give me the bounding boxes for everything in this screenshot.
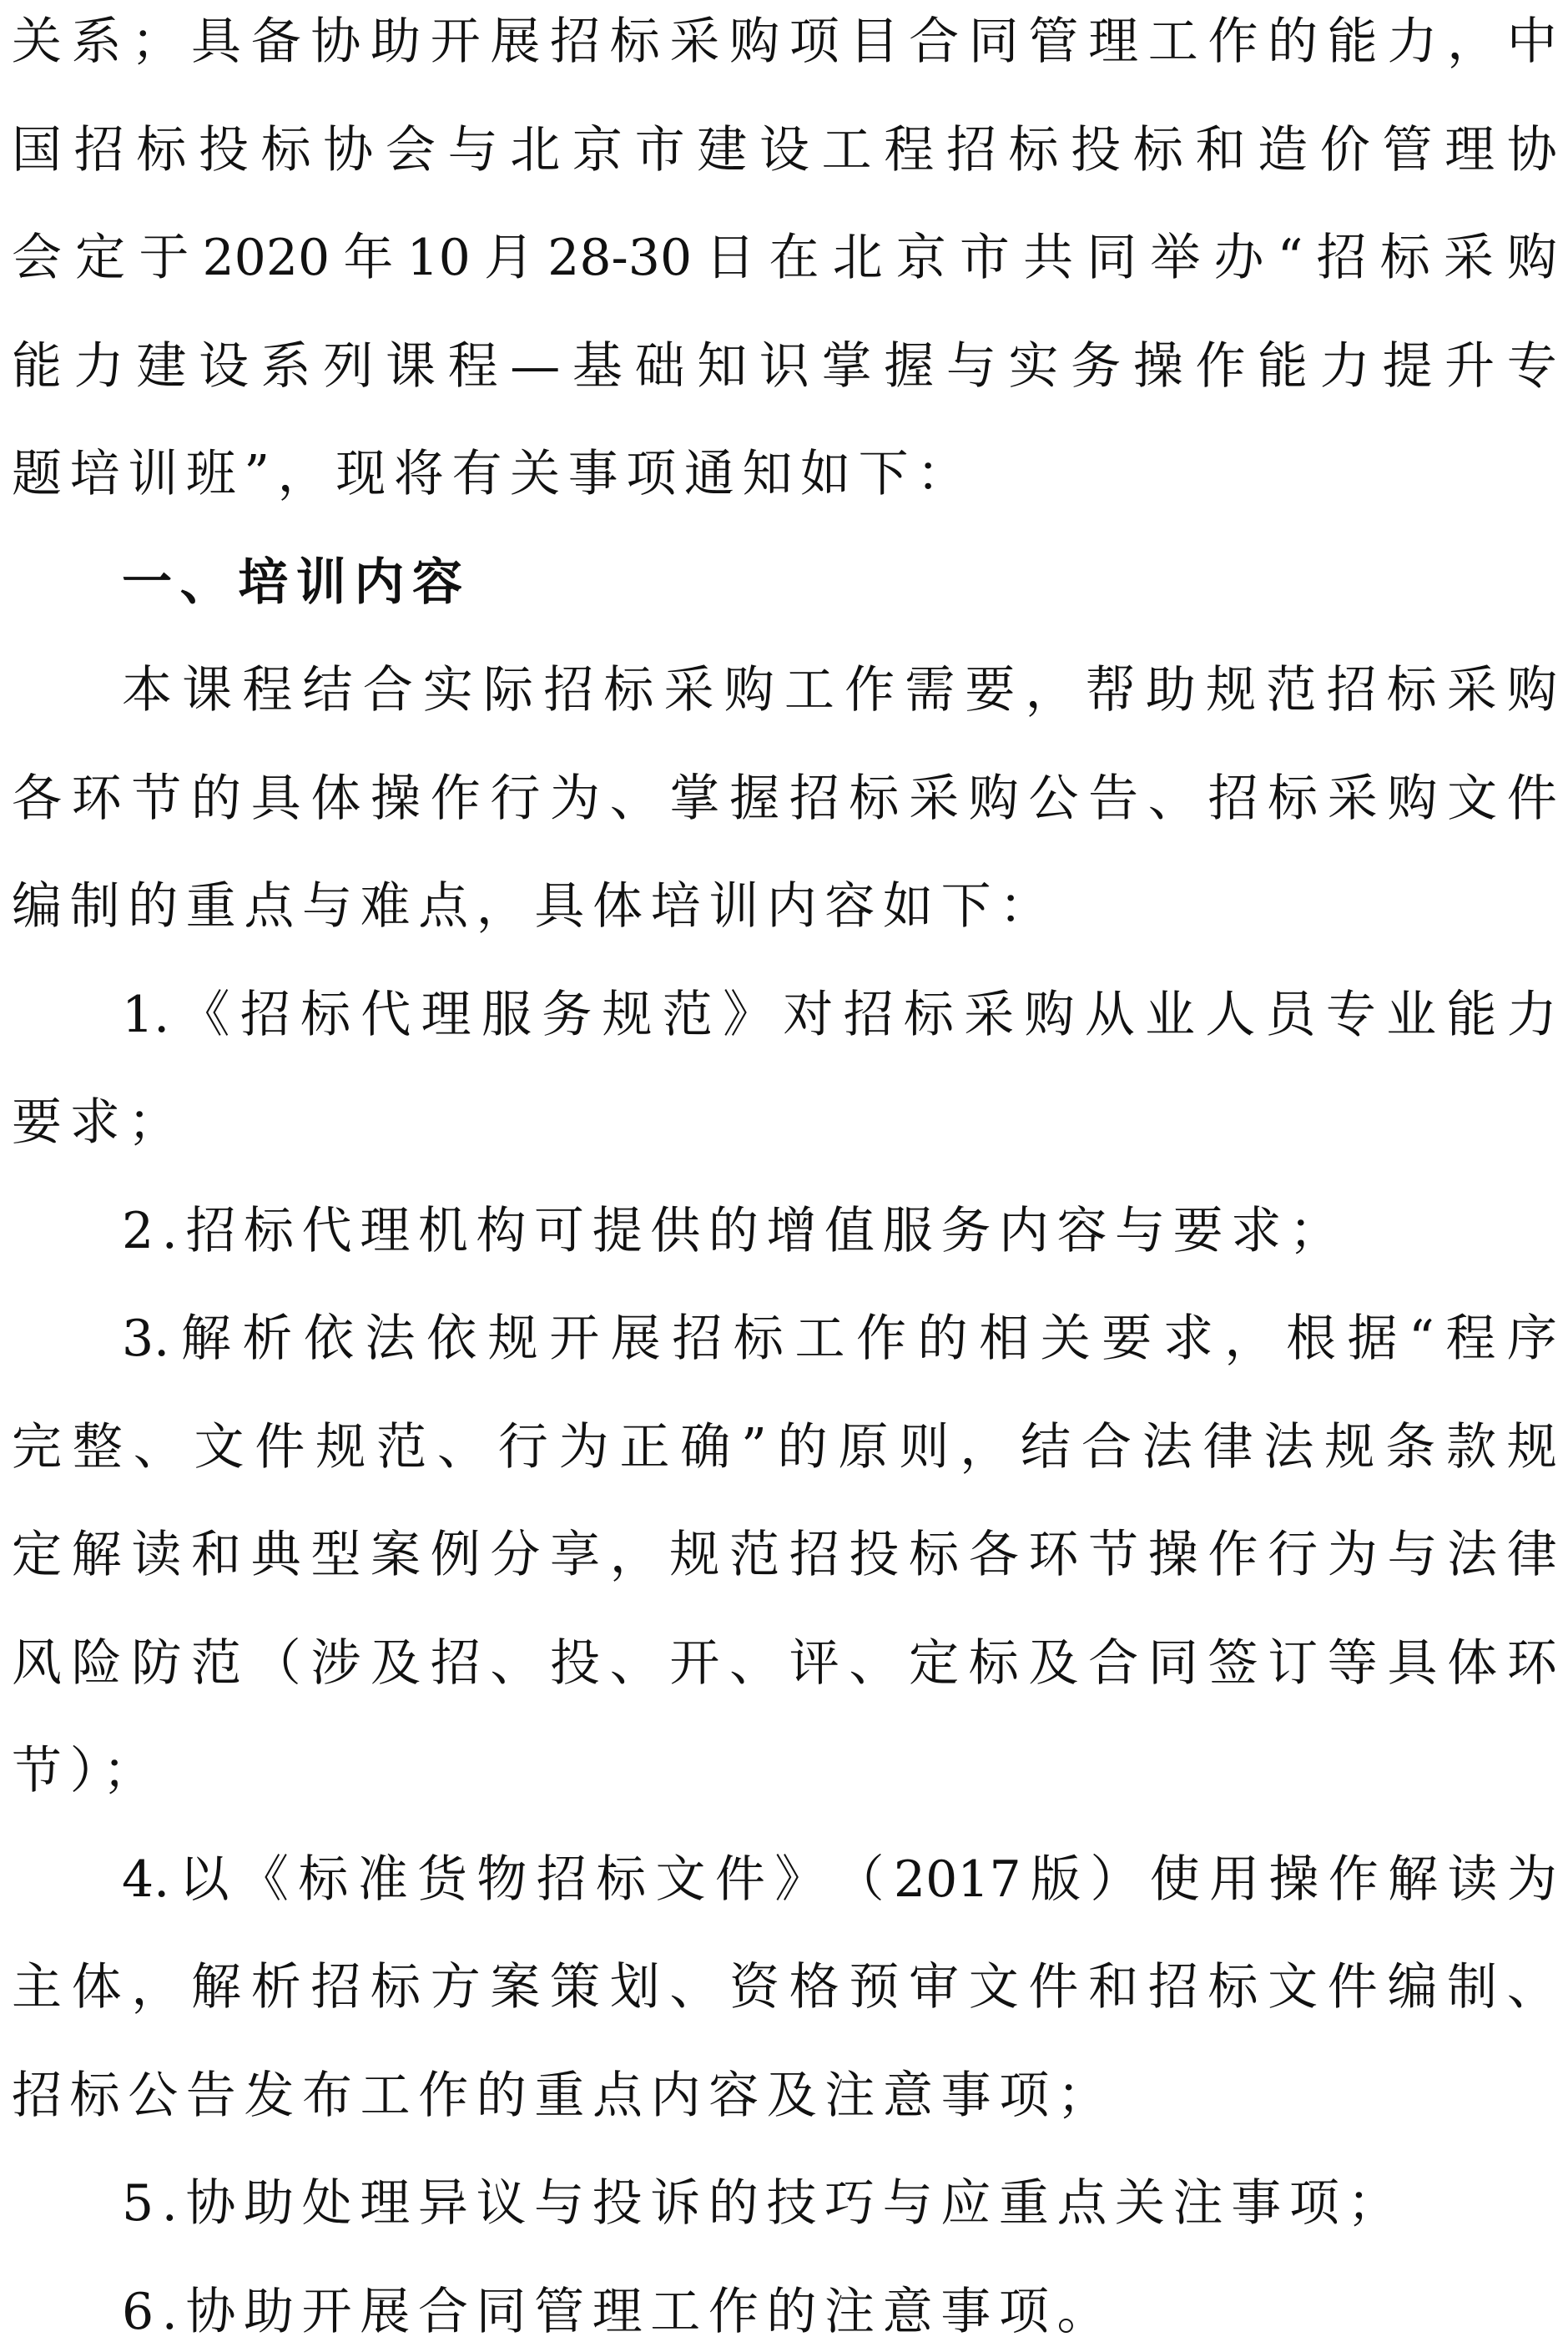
text-line: 3. 解 析 依 法 依 规 开 展 招 标 工 作 的 相 关 要 求 ， 根 据 “ 程 序 bbox=[122, 1310, 1557, 1368]
text-line: 会 定 于 2020 年 10 月 28-30 日 在 北 京 市 共 同 举 办 “ 招 标 采 购 bbox=[12, 229, 1557, 287]
text-line: 定 解 读 和 典 型 案 例 分 享 ， 规 范 招 投 标 各 环 节 操 作 行 为 与 法 律 bbox=[12, 1526, 1557, 1584]
text-line: 招标公告发布工作的重点内容及注意事项； bbox=[12, 2066, 1116, 2125]
text-line: 节）； bbox=[12, 1742, 161, 1800]
text-line: 关 系 ； 具 备 协 助 开 展 招 标 采 购 项 目 合 同 管 理 工 作 的 能 力 ， 中 bbox=[12, 13, 1557, 71]
text-line: 主 体 ， 解 析 招 标 方 案 策 划 、 资 格 预 审 文 件 和 招 标 文 件 编 制 、 bbox=[12, 1958, 1557, 2016]
text-line: 风 险 防 范 （ 涉 及 招 、 投 、 开 、 评 、 定 标 及 合 同 签 订 等 具 体 环 bbox=[12, 1633, 1557, 1693]
text-line: 国 招 标 投 标 协 会 与 北 京 市 建 设 工 程 招 标 投 标 和 造 价 管 理 协 bbox=[12, 120, 1557, 179]
text-line: 1. 《 招 标 代 理 服 务 规 范 》 对 招 标 采 购 从 业 人 员 专 业 能 力 bbox=[122, 985, 1557, 1044]
text-line: 编制的重点与难点，具体培训内容如下： bbox=[12, 877, 1057, 936]
text-line: 4. 以 《 标 准 货 物 招 标 文 件 》 （ 2017 版 ） 使 用 操 作 解 读 为 bbox=[122, 1850, 1557, 1909]
section-heading: 一、培训内容 bbox=[122, 553, 471, 612]
text-line: 本 课 程 结 合 实 际 招 标 采 购 工 作 需 要 ， 帮 助 规 范 招 标 采 购 bbox=[122, 661, 1557, 719]
text-line: 完 整 、 文 件 规 范 、 行 为 正 确 ” 的 原 则 ， 结 合 法 律 法 规 条 款 规 bbox=[12, 1417, 1557, 1476]
text-line: 要求； bbox=[12, 1093, 186, 1152]
text-line: 能 力 建 设 系 列 课 程 — 基 础 知 识 掌 握 与 实 务 操 作 能 力 提 升 专 bbox=[12, 336, 1557, 396]
text-line: 各 环 节 的 具 体 操 作 行 为 、 掌 握 招 标 采 购 公 告 、 招 标 采 购 文 件 bbox=[12, 769, 1557, 828]
text-line: 题培训班”，现将有关事项通知如下： bbox=[12, 445, 975, 503]
text-line: 2.招标代理机构可提供的增值服务内容与要求； bbox=[122, 1201, 1348, 1260]
text-line: 6.协助开展合同管理工作的注意事项。 bbox=[122, 2282, 1116, 2341]
text-line: 5.协助处理异议与投诉的技巧与应重点关注事项； bbox=[122, 2174, 1406, 2233]
